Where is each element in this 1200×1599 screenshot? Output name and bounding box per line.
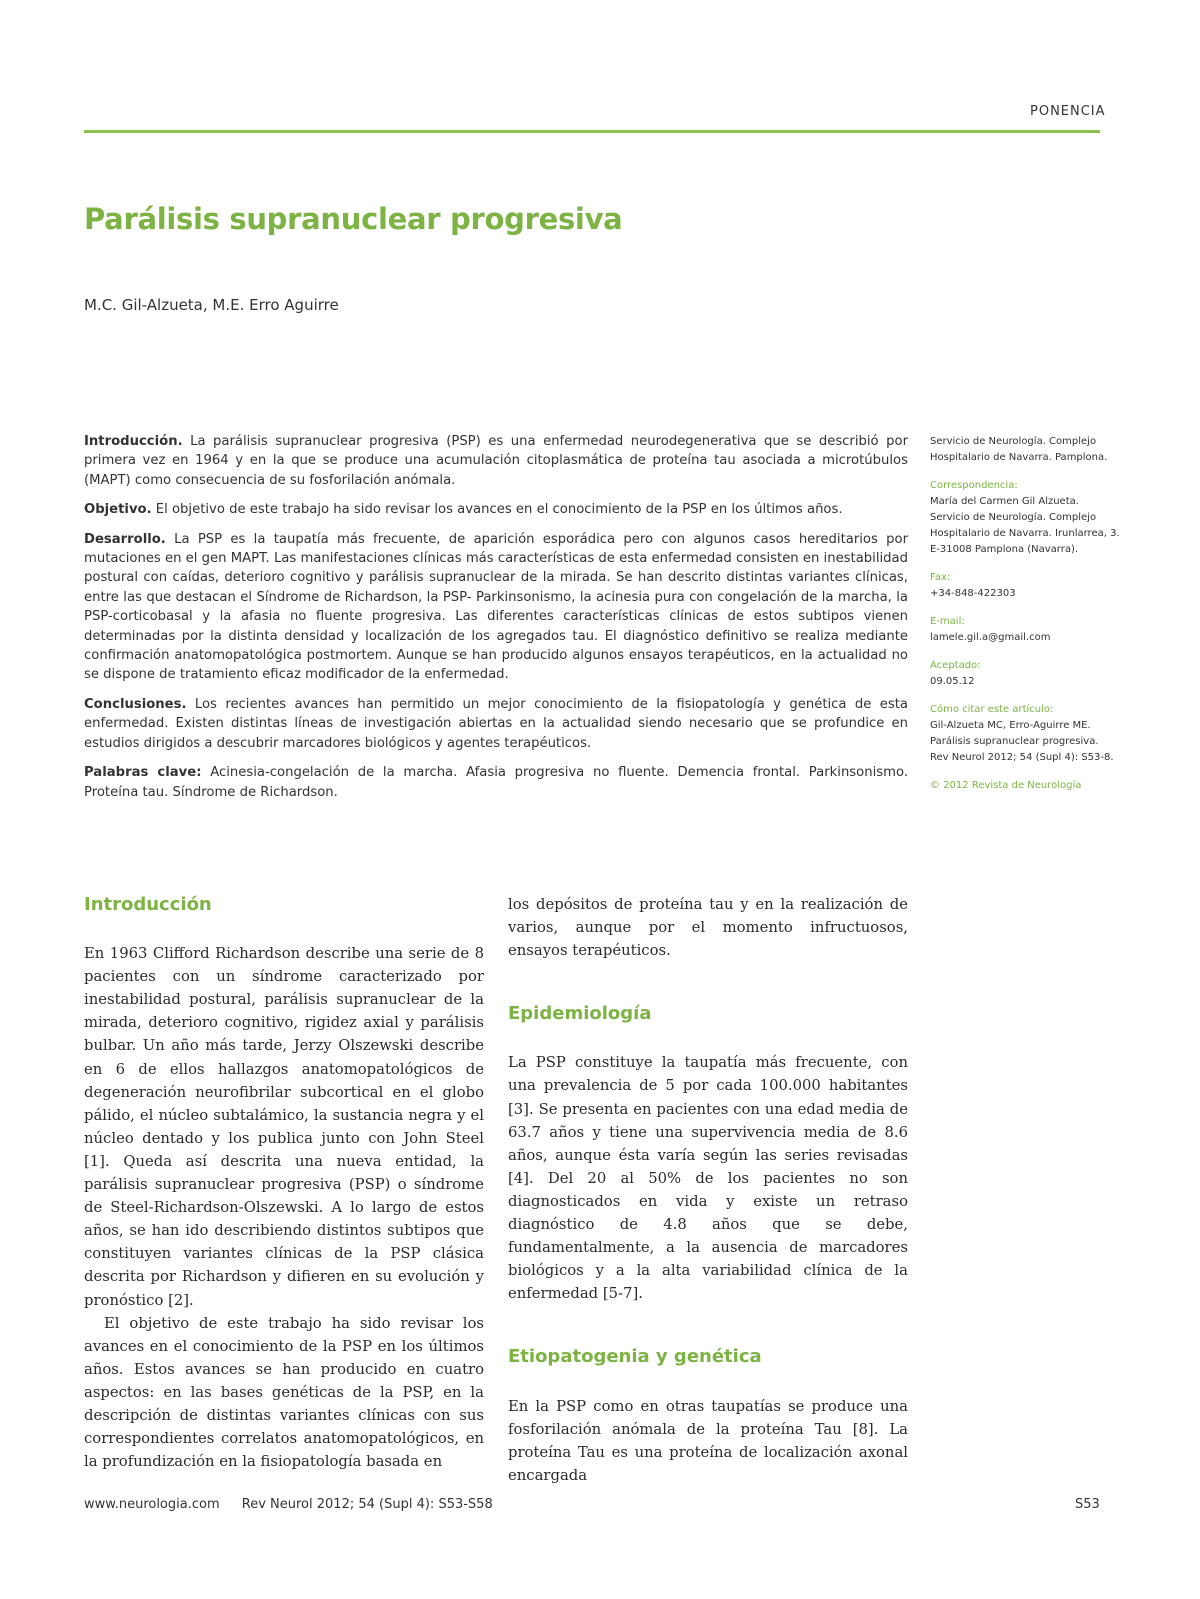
- copyright: © 2012 Revista de Neurología: [930, 780, 1082, 791]
- cite-block: [930, 702, 1120, 766]
- cite-label: Cómo citar este artículo:: [930, 704, 1054, 715]
- abstract-text: La PSP es la taupatía más frecuente, de aparición esporádica pero con algunos casos hereditarios por mutaciones en el gen MAPT. Las manifestaciones clínicas más características de esta enfermedad consisten en inestabilidad postural con caídas, deterioro cognitivo y parálisis supranuclear de la mirada. Se han descrito distintas variantes clínicas, entre las que destacan el Síndrome de Richardson, la PSP- Parkinsonismo, la acinesia pura con congelación de la marcha, la PSP-corticobasal y la afasia no fluente progresiva. Las diferentes características clínicas de estos subtipos vienen determinadas por la distinta densidad y localización de los agregados tau. El diagnóstico definitivo se realiza mediante confirmación anatomopatológica postmortem. Aunque se han producido algunos ensayos terapéuticos, en la actualidad no se dispone de tratamiento eficaz modificador de la enfermedad.: [84, 531, 908, 683]
- body-column-right: [508, 893, 908, 1487]
- accepted-date: 09.05.12: [930, 676, 975, 687]
- header-rule: [84, 130, 1100, 133]
- heading-epidemiologia: Epidemiología: [508, 1003, 652, 1025]
- abstract-label: Objetivo.: [84, 502, 152, 518]
- body-paragraph: En 1963 Clifford Richardson describe una serie de 8 pacientes con un síndrome caracterizado por inestabilidad postural, parálisis supranuclear de la mirada, deterioro cognitivo, rigidez axial y parálisis bulbar. Un año más tarde, Jerzy Olszewski describe en 6 de ellos hallazgos anatomopatológicos de degeneración neurofibrilar subcortical en el globo pálido, el núcleo subtalámico, la sustancia negra y el núcleo dentado y los publica junto con John Steel [1]. Queda así descrita una nueva entidad, la parálisis supranuclear progresiva (PSP) o síndrome de Steel-Richardson-Olszewski. A lo largo de estos años, se han ido describiendo distintos subtipos que constituyen variantes clínicas de la PSP clásica descrita por Richardson y difieren en su evolución y pronóstico [2].: [84, 945, 484, 1309]
- email-link[interactable]: lamele.gil.a@gmail.com: [930, 632, 1051, 643]
- abstract-text: La parálisis supranuclear progresiva (PSP) es una enfermedad neurodegenerativa que se describió por primera vez en 1964 y en la que se produce una acumulación citoplasmática de proteína tau asociada a microtúbulos (MAPT) como consecuencia de su fosforilación anómala.: [84, 434, 908, 488]
- abstract-label: Desarrollo.: [84, 531, 166, 547]
- correspondence-block: [930, 478, 1120, 558]
- cite-text: Gil-Alzueta MC, Erro-Aguirre ME. Parálisis supranuclear progresiva. Rev Neurol 2012; 54 (Supl 4): S53-8.: [930, 720, 1114, 763]
- abstract: [84, 432, 908, 812]
- body-paragraph: El objetivo de este trabajo ha sido revisar los avances en el conocimiento de la PSP en los últimos años. Estos avances se han producido en cuatro aspectos: en las bases genéticas de la PSP, en la descripción de distintas variantes clínicas con sus correspondientes correlatos anatomopatológicos, en la profundización en la fisiopatología basada en: [84, 1314, 484, 1471]
- page-number: S53: [1075, 1497, 1100, 1512]
- affiliation: Servicio de Neurología. Complejo Hospitalario de Navarra. Pamplona.: [930, 436, 1108, 463]
- accepted-block: [930, 658, 1120, 690]
- section-label: PONENCIA: [1030, 104, 1106, 119]
- body-column-left: [84, 893, 484, 1473]
- fax-label: Fax:: [930, 572, 951, 583]
- article-title: Parálisis supranuclear progresiva: [84, 202, 623, 236]
- fax-number: +34-848-422303: [930, 588, 1016, 599]
- body-paragraph: En la PSP como en otras taupatías se produce una fosforilación anómala de la proteína Tau [8]. La proteína Tau es una proteína de localización axonal encargada: [508, 1397, 908, 1484]
- abstract-introduccion: [84, 432, 908, 490]
- heading-introduccion: Introducción: [84, 894, 212, 915]
- footer: [84, 1497, 511, 1512]
- footer-site-link[interactable]: www.neurologia.com: [84, 1497, 220, 1512]
- heading-etiopatogenia: Etiopatogenia y genética: [508, 1346, 762, 1368]
- email-label: E-mail:: [930, 616, 965, 627]
- correspondence-text: María del Carmen Gil Alzueta. Servicio de Neurología. Complejo Hospitalario de Navarra. Irunlarrea, 3. E-31008 Pamplona (Navarra).: [930, 496, 1120, 555]
- footer-citation: Rev Neurol 2012; 54 (Supl 4): S53-S58: [241, 1497, 493, 1512]
- abstract-desarrollo: [84, 530, 908, 685]
- abstract-label: Conclusiones.: [84, 696, 187, 712]
- abstract-conclusiones: [84, 695, 908, 753]
- abstract-text: Los recientes avances han permitido un mejor conocimiento de la fisiopatología y genética de esta enfermedad. Existen distintas líneas de investigación abiertas en la actualidad siendo necesario que se profundice en estudios dirigidos a descubrir marcadores biológicos y agentes terapéuticos.: [84, 696, 908, 751]
- body-paragraph: los depósitos de proteína tau y en la realización de varios, aunque por el momento infructuosos, ensayos terapéuticos.: [508, 896, 908, 960]
- correspondence-label: Correspondencia:: [930, 480, 1018, 491]
- article-authors: M.C. Gil-Alzueta, M.E. Erro Aguirre: [84, 296, 339, 314]
- accepted-label: Aceptado:: [930, 660, 981, 671]
- article-sidebar: [930, 434, 1120, 806]
- fax-block: [930, 570, 1120, 602]
- abstract-text: El objetivo de este trabajo ha sido revisar los avances en el conocimiento de la PSP en los últimos años.: [151, 502, 843, 518]
- abstract-keywords: [84, 763, 908, 802]
- abstract-label: Palabras clave:: [84, 765, 202, 781]
- email-block: [930, 614, 1120, 646]
- abstract-text: Acinesia-congelación de la marcha. Afasia progresiva no fluente. Demencia frontal. Parkinsonismo. Proteína tau. Síndrome de Richardson.: [84, 765, 909, 800]
- abstract-label: Introducción.: [84, 434, 183, 449]
- body-paragraph: La PSP constituye la taupatía más frecuente, con una prevalencia de 5 por cada 100.000 habitantes [3]. Se presenta en pacientes con una edad media de 63.7 años y tiene una supervivencia media de 8.6 años, aunque ésta varía según las series revisadas [4]. Del 20 al 50% de los pacientes no son diagnosticados en vida y existe un retraso diagnóstico de 4.8 años que se debe, fundamentalmente, a la ausencia de marcadores biológicos y a la alta variabilidad clínica de la enfermedad [5-7].: [508, 1054, 908, 1303]
- abstract-objetivo: [84, 500, 908, 519]
